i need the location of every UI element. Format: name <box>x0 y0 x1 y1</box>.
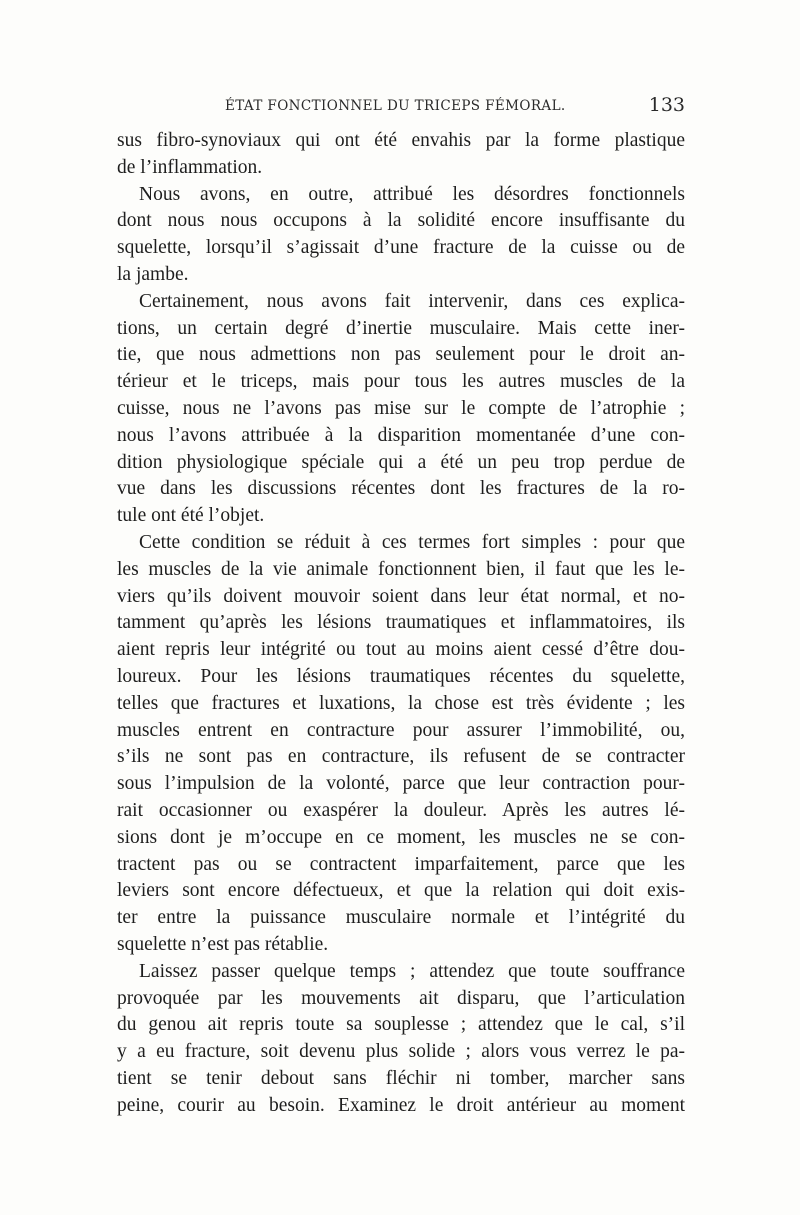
text-line: de l’inflammation. <box>117 156 263 178</box>
text-line: la jambe. <box>117 263 189 285</box>
text-line: tie, que nous admettions non pas seulement pour le droit an- <box>117 344 685 366</box>
text-line: provoquée par les mouvements ait disparu, que l’articulation <box>117 987 685 1009</box>
text-line: Nous avons, en outre, attribué les désordres fonctionnels <box>139 183 685 205</box>
text-line: térieur et le triceps, mais pour tous les autres muscles de la <box>117 371 685 393</box>
text-line: leviers sont encore défectueux, et que la relation qui doit exis- <box>117 880 685 902</box>
running-header <box>117 94 685 118</box>
text-line: Certainement, nous avons fait intervenir, dans ces explica- <box>139 290 685 312</box>
page-number: 133 <box>648 94 685 116</box>
text-line: y a eu fracture, soit devenu plus solide ; alors vous verrez le pa- <box>117 1041 685 1063</box>
text-line: peine, courir au besoin. Examinez le droit antérieur au moment <box>117 1094 685 1116</box>
text-line: dition physiologique spéciale qui a été un peu trop perdue de <box>117 451 685 473</box>
text-line: sions dont je m’occupe en ce moment, les muscles ne se con- <box>117 826 685 848</box>
text-line: ter entre la puissance musculaire normale et l’intégrité du <box>117 907 685 929</box>
text-line: cuisse, nous ne l’avons pas mise sur le compte de l’atrophie ; <box>117 397 685 419</box>
text-line: les muscles de la vie animale fonctionnent bien, il faut que les le- <box>117 558 685 580</box>
text-line: rait occasionner ou exaspérer la douleur. Après les autres lé- <box>117 799 685 821</box>
text-line: Cette condition se réduit à ces termes fort simples : pour que <box>139 531 685 553</box>
text-line: muscles entrent en contracture pour assurer l’immobilité, ou, <box>117 719 685 741</box>
body-text <box>117 128 685 1119</box>
text-line: sous l’impulsion de la volonté, parce que leur contraction pour- <box>117 773 685 795</box>
text-line: tamment qu’après les lésions traumatiques et inflammatoires, ils <box>117 612 685 634</box>
text-line: vue dans les discussions récentes dont les fractures de la ro- <box>117 478 685 500</box>
text-line: sus fibro-synoviaux qui ont été envahis par la forme plastique <box>117 130 685 151</box>
text-line: dont nous nous occupons à la solidité encore insuffisante du <box>117 210 685 232</box>
text-line: s’ils ne sont pas en contracture, ils refusent de se contracter <box>117 746 685 768</box>
text-line: tractent pas ou se contractent imparfaitement, parce que les <box>117 853 685 875</box>
text-line: loureux. Pour les lésions traumatiques récentes du squelette, <box>117 665 685 687</box>
text-line: aient repris leur intégrité ou tout au moins aient cessé d’être dou- <box>117 639 685 661</box>
text-line: telles que fractures et luxations, la chose est très évidente ; les <box>117 692 685 714</box>
text-line: nous l’avons attribuée à la disparition momentanée d’une con- <box>117 424 685 446</box>
text-line: viers qu’ils doivent mouvoir soient dans leur état normal, et no- <box>117 585 685 607</box>
running-title: ÉTAT FONCTIONNEL DU TRICEPS FÉMORAL. <box>225 98 566 114</box>
text-line: du genou ait repris toute sa souplesse ; attendez que le cal, s’il <box>117 1014 685 1036</box>
text-line: tions, un certain degré d’inertie musculaire. Mais cette iner- <box>117 317 685 339</box>
text-line: tient se tenir debout sans fléchir ni tomber, marcher sans <box>117 1067 685 1089</box>
text-line: squelette n’est pas rétablie. <box>117 933 329 955</box>
text-line: tule ont été l’objet. <box>117 505 265 527</box>
text-line: Laissez passer quelque temps ; attendez que toute souffrance <box>139 960 685 982</box>
text-line: squelette, lorsqu’il s’agissait d’une fracture de la cuisse ou de <box>117 237 685 259</box>
